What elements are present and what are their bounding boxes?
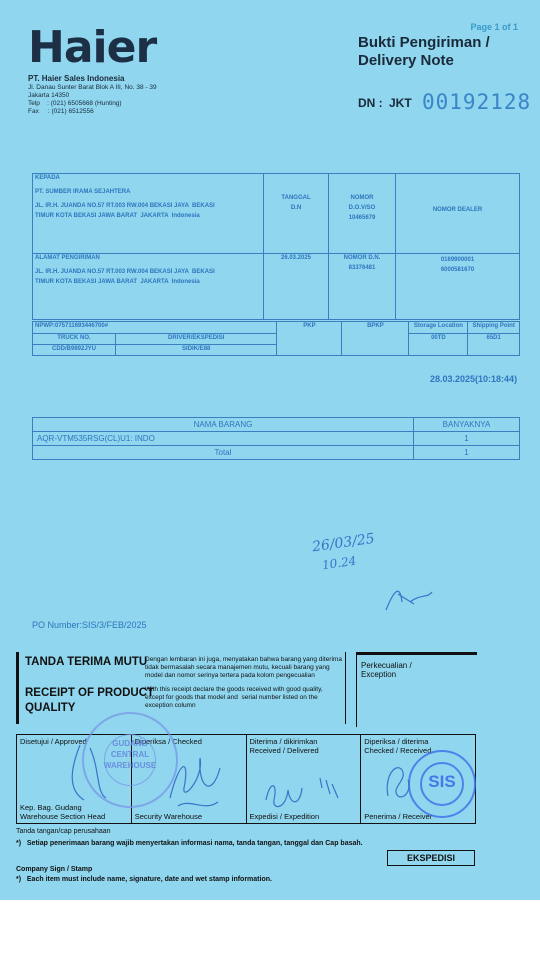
dn-label: DN : (358, 96, 383, 110)
nomor-dn-value: 83376481 (348, 265, 376, 271)
date-value: 26.03.2025 (280, 255, 312, 261)
alamat-cell (33, 254, 264, 320)
truck-value: CDD/B9892JYU (51, 346, 97, 352)
shipping-label: Shipping Point (472, 323, 515, 329)
customer-name: PT. SUMBER IRAMA SEJAHTERA (35, 189, 131, 195)
sign-label: Tanda tangan/cap perusahaan (16, 828, 111, 835)
shipping-value: 65D1 (486, 335, 501, 341)
note-id: *) Setiap penerimaan barang wajib menyertakan informasi nama, tanda tangan, tanggal dan Cap basah. (16, 840, 363, 847)
nomor-dealer-label: NOMOR DEALER (432, 207, 483, 213)
receipt-title-en: RECEIPT OF PRODUCT QUALITY (25, 687, 155, 714)
receipt-text-id: Dengan lembaran ini juga, menyatakan bahwa barang yang diterima tidak bermasalah secara manajemen mutu, kecuali barang yang model dan nomor serinya tertera pada kolom pengecualian (145, 656, 342, 679)
dealer-values-cell (396, 254, 520, 320)
items-header-name: NAMA BARANG (33, 418, 414, 432)
storage-value-cell (409, 334, 468, 356)
checked-signature (160, 748, 230, 818)
handwritten-time: 10.24 (321, 553, 358, 573)
total-label: Total (33, 446, 414, 460)
exception-box (356, 652, 477, 727)
npwp-cell (33, 322, 277, 334)
sig-checked-bottom: Security Warehouse (134, 812, 203, 821)
company-address: Jl. Danau Sunter Barat Blok A III, No. 38 - 39 Jakarta 14350 Telp : (021) 6505668 (Hunting) Fax : (021) 6512556 (28, 84, 157, 115)
ekspedisi-label: EKSPEDISI (387, 850, 475, 866)
page-indicator: Page 1 of 1 (470, 22, 518, 32)
handwritten-date: 26/03/25 (311, 530, 376, 556)
truck-label-cell (33, 334, 116, 345)
nomor-dn-label: NOMOR D.N. (343, 255, 381, 261)
item-name: AQR-VTM535RSG(CL)U1: INDO (33, 432, 414, 446)
dn-number: 00192128 (422, 90, 532, 114)
expedition-signature (260, 770, 350, 820)
alamat-value: JL. IR.H. JUANDA NO.57 RT.003 RW.004 BEKASI JAYA BEKASI TIMUR KOTA BEKASI JAWA BARAT JAKARTA Indonesia (35, 269, 215, 285)
storage-label-cell (409, 322, 468, 334)
sig-approved-bottom: Kep. Bag. Gudang Warehouse Section Head (20, 803, 106, 821)
sig-checked-top: Diperiksa / Checked (134, 737, 202, 746)
shipping-value-cell (468, 334, 520, 356)
driver-label-cell (116, 334, 277, 345)
total-value: 1 (414, 446, 520, 460)
pkp-cell (277, 322, 342, 356)
sig-delivered-bottom: Expedisi / Expedition (249, 812, 320, 821)
alamat-label: ALAMAT PENGIRIMAN (35, 255, 100, 261)
driver-value: SIDIK/E88 (182, 346, 211, 352)
total-row (33, 446, 520, 460)
sig-delivered-top: Diterima / dikirimkan Received / Delivered (249, 737, 319, 755)
header-info-table (32, 173, 520, 320)
dealer-values: 0169900001 6000581670 (440, 257, 475, 273)
warehouse-stamp-text: GUDANG CENTRAL WAREHOUSE (103, 739, 157, 770)
receipt-text-en: With this receipt declare the goods received with good quality, except for goods that model and serial number listed on the exception column (145, 686, 323, 709)
storage-value: 00TD (431, 335, 446, 341)
items-table (32, 417, 520, 460)
items-header-qty: BANYAKNYA (414, 418, 520, 432)
haier-logo: Haier (28, 22, 157, 73)
document-title: Bukti Pengiriman / Delivery Note (358, 34, 490, 69)
kepada-label: KEPADA (35, 175, 60, 181)
truck-label: TRUCK NO. (57, 335, 91, 341)
printed-timestamp: 28.03.2025(10:18:44) (430, 374, 518, 384)
note-en: *) Each item must include name, signature, date and wet stamp information. (16, 876, 272, 883)
nomor-dealer-cell (396, 174, 520, 254)
receiver-initials-signature (380, 580, 440, 620)
transport-table (32, 321, 520, 356)
exception-label: Perkecualian / Exception (361, 661, 412, 679)
pkp-label: PKP (303, 323, 316, 329)
nomor-label: NOMOR (350, 195, 374, 201)
company-name: PT. Haier Sales Indonesia (28, 74, 125, 83)
receipt-title-id: TANDA TERIMA MUTU (25, 656, 148, 668)
date-cell (264, 254, 329, 320)
quality-receipt-box (16, 652, 346, 724)
sig-received-top: Diperiksa / diterima Checked / Received (364, 737, 432, 755)
dn-prefix: JKT (389, 96, 412, 110)
storage-label: Storage Location (413, 323, 463, 329)
receiver-signature (378, 756, 418, 806)
driver-value-cell (116, 345, 277, 356)
nomor-value: 10465679 (348, 215, 376, 221)
table-row (33, 432, 520, 446)
tanggal-sub: D.N (290, 205, 302, 211)
tanggal-label: TANGGAL (281, 195, 311, 201)
item-qty: 1 (414, 432, 520, 446)
sig-approved-top: Disetujui / Approved (20, 737, 87, 746)
bpkp-cell (342, 322, 409, 356)
truck-value-cell (33, 345, 116, 356)
kepada-cell (33, 174, 264, 254)
shipping-label-cell (468, 322, 520, 334)
tanggal-cell (264, 174, 329, 254)
driver-label: DRIVER/EKSPEDISI (168, 335, 225, 341)
sig-received-bottom: Penerima / Receiver (364, 812, 433, 821)
bpkp-label: BPKP (367, 323, 384, 329)
sis-stamp-text: SIS (428, 772, 456, 791)
npwp-value: NPWP:075711693446700# (35, 323, 109, 329)
nomor-sub: D.O.V/SO (348, 205, 376, 211)
po-number: PO Number:SIS/3/FEB/2025 (32, 620, 147, 630)
sis-company-stamp (408, 750, 476, 818)
company-sign-label: Company Sign / Stamp (16, 866, 93, 873)
nomor-dn-cell (329, 254, 396, 320)
approved-signature (60, 740, 130, 810)
customer-address: JL. IR.H. JUANDA NO.57 RT.003 RW.004 BEKASI JAYA BEKASI TIMUR KOTA BEKASI JAWA BARAT JAKARTA Indonesia (35, 203, 215, 219)
nomor-cell (329, 174, 396, 254)
